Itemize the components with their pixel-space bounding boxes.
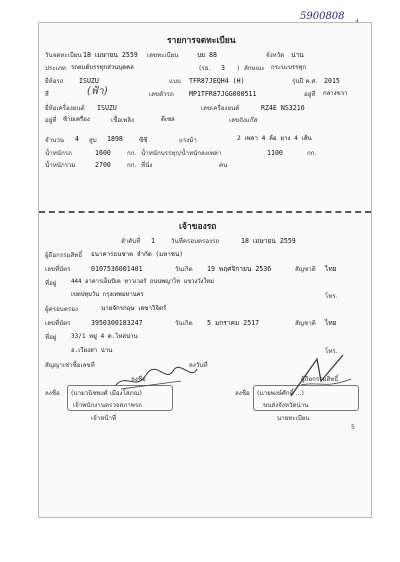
possession-date-value: 18 เมษายน 2559	[241, 237, 296, 245]
engine-brand-value: ISUZU	[97, 104, 117, 112]
vehicle-weight-unit: กก.	[127, 150, 137, 157]
vehicle-type-label: ประเภท	[45, 65, 66, 72]
rs-code-close: )	[237, 65, 240, 72]
gas-tank-label: เลขถังแก๊ส	[229, 117, 258, 124]
officer-role: เจ้าพนักงานตรวจสภาพรถ	[73, 402, 142, 409]
owner-address-line1: 444 อาคารเอ็มบีเค ทาวเวอร์ ถนนพญาไท แขวงวังใหม่	[71, 279, 214, 285]
plate-value: บย 88	[197, 51, 217, 59]
holder-phone-label: โทร.	[325, 348, 338, 355]
engine-number-label: เลขเครื่องยนต์	[201, 105, 240, 112]
gross-weight-value: 2700	[95, 161, 111, 169]
engine-position-label: อยู่ที่	[45, 117, 57, 124]
witness-label: ผู้ถือกรรมสิทธิ์	[301, 376, 339, 383]
section-title-registration: รายการจดทะเบียน	[167, 36, 236, 46]
seats-unit: คน	[219, 162, 228, 169]
registrar-signature	[271, 348, 361, 401]
owner-id-label: เลขที่บัตร	[45, 266, 71, 273]
possession-date-label: วันที่ครอบครองรถ	[171, 238, 220, 245]
rs-code-value: 3	[221, 64, 225, 72]
holder-nationality-label: สัญชาติ	[295, 320, 316, 327]
officer-signature	[111, 363, 201, 393]
vehicle-character-value: กระบะบรรทุก	[271, 64, 306, 71]
owner-value: ธนาคารธนชาต จำกัด (มหาชน)	[91, 251, 183, 258]
perforation-divider	[39, 211, 371, 213]
brand-value: ISUZU	[79, 77, 99, 85]
load-weight-value: 1100	[267, 149, 283, 157]
holder-label: ผู้ครอบครอง	[45, 306, 78, 313]
reg-date-value: 18 เมษายน 2559	[83, 51, 138, 59]
model-value: TFR87JEQH4 (H)	[189, 77, 245, 85]
color-label: สี	[45, 91, 49, 98]
province-value: น่าน	[291, 51, 304, 59]
reg-date-label: วันจดทะเบียน	[45, 52, 82, 59]
owner-nationality-value: ไทย	[325, 265, 337, 273]
load-weight-unit: กก.	[307, 150, 317, 157]
brand-label: ยี่ห้อรถ	[45, 78, 64, 85]
model-label: แบบ	[169, 78, 181, 85]
chassis-position-value: กลางขวา	[323, 90, 348, 97]
officer-printed-name: (นายวนิชพงศ์ เมืองโสภณ)	[71, 390, 142, 397]
officer-sign-label: ลงชื่อ	[45, 390, 60, 397]
registrar-sign-label: ลงชื่อ	[235, 390, 250, 397]
page-number-bottom: 5	[351, 424, 355, 431]
chassis-value: MP1TFR87JGG000511	[189, 90, 257, 98]
vehicle-weight-value: 1600	[95, 149, 111, 157]
order-value: 1	[151, 237, 155, 245]
owner-birth-value: 19 พฤศจิกายน 2536	[207, 265, 272, 273]
model-year-value: 2015	[324, 77, 340, 85]
vehicle-character-label: ลักษณะ	[244, 65, 265, 72]
owner-nationality-label: สัญชาติ	[295, 266, 316, 273]
owner-address-line2: เขตปทุมวัน กรุงเทพมหานคร	[71, 292, 144, 298]
holder-address-label: ที่อยู่	[45, 334, 57, 341]
engine-position-value: ซ้ายเครื่อง	[63, 116, 90, 123]
engine-cc-unit: ซีซี	[139, 137, 148, 144]
registrar-role: ขนส่งจังหวัดน่าน	[263, 402, 309, 409]
horsepower-label: แรงม้า	[179, 137, 197, 144]
owner-birth-label: วันเกิด	[175, 266, 193, 273]
gross-weight-unit: กก.	[127, 162, 137, 169]
cylinders-label: จำนวน	[45, 137, 65, 144]
holder-id-label: เลขที่บัตร	[45, 320, 71, 327]
cylinders-unit: สูบ	[89, 137, 97, 144]
section-title-owner: เจ้าของรถ	[179, 222, 217, 232]
holder-address-line1: 33/1 หมู่ 4 ต.ไหล่น่าน	[71, 333, 138, 340]
hire-purchase-contract-label: สัญญาเช่าซื้อเลขที่	[45, 362, 95, 369]
holder-birth-label: วันเกิด	[175, 320, 193, 327]
registration-document-page	[38, 22, 372, 518]
gross-weight-label: น้ำหนักรวม	[45, 162, 76, 169]
engine-brand-label: ยี่ห้อเครื่องยนต์	[45, 105, 85, 112]
vehicle-weight-label: น้ำหนักรถ	[45, 150, 72, 157]
holder-address-line2: อ.เวียงสา น่าน	[71, 347, 113, 354]
seats-label: ที่นั่ง	[141, 162, 153, 169]
model-year-label: รุ่นปี ค.ศ.	[292, 78, 318, 85]
engine-number-value: RZ4E NS3216	[261, 104, 305, 112]
holder-nationality-value: ไทย	[325, 319, 337, 327]
engine-cc-value: 1898	[107, 135, 123, 143]
cylinders-value: 4	[75, 135, 79, 143]
chassis-position-label: อยู่ที่	[304, 91, 316, 98]
plate-label: เลขทะเบียน	[147, 52, 179, 59]
fuel-label: เชื้อเพลิง	[111, 117, 135, 124]
owner-label: ผู้ถือกรรมสิทธิ์	[45, 252, 83, 259]
holder-value: นายจักรกฤษ เลขาวิจิตร์	[101, 305, 167, 312]
registrar-printed-name: (นายพงษ์ศักดิ์ ...)	[257, 390, 304, 397]
rs-code-label: (รย.	[199, 65, 211, 72]
officer-title: เจ้าหน้าที่	[91, 415, 117, 422]
registrar-title: นายทะเบียน	[277, 415, 310, 422]
color-value-handwritten: (ฟ้า)	[87, 86, 108, 97]
holder-id-value: 3950300183247	[91, 319, 143, 327]
owner-phone-label: โทร.	[325, 293, 338, 300]
vehicle-type-value: รถยนต์บรรทุกส่วนบุคคล	[71, 64, 134, 71]
order-label: ลำดับที่	[121, 238, 141, 245]
axles-wheels-value: 2 เพลา 4 ล้อ ยาง 4 เส้น	[237, 135, 312, 142]
load-weight-label: น้ำหนักบรรทุก/น้ำหนักลงเพลา	[141, 150, 222, 157]
holder-birth-value: 5 มกราคม 2517	[207, 319, 260, 327]
contract-date-label: ลงวันที่	[189, 362, 208, 369]
handwritten-document-number: 5900808	[300, 11, 345, 22]
owner-sign-marker: ลงชื่อ	[131, 376, 146, 383]
chassis-label: เลขตัวรถ	[149, 91, 174, 98]
owner-address-label: ที่อยู่	[45, 280, 57, 287]
owner-id-value: 0107536001401	[91, 265, 143, 273]
fuel-value: ดีเซล	[161, 116, 175, 123]
province-label: จังหวัด	[266, 52, 285, 59]
